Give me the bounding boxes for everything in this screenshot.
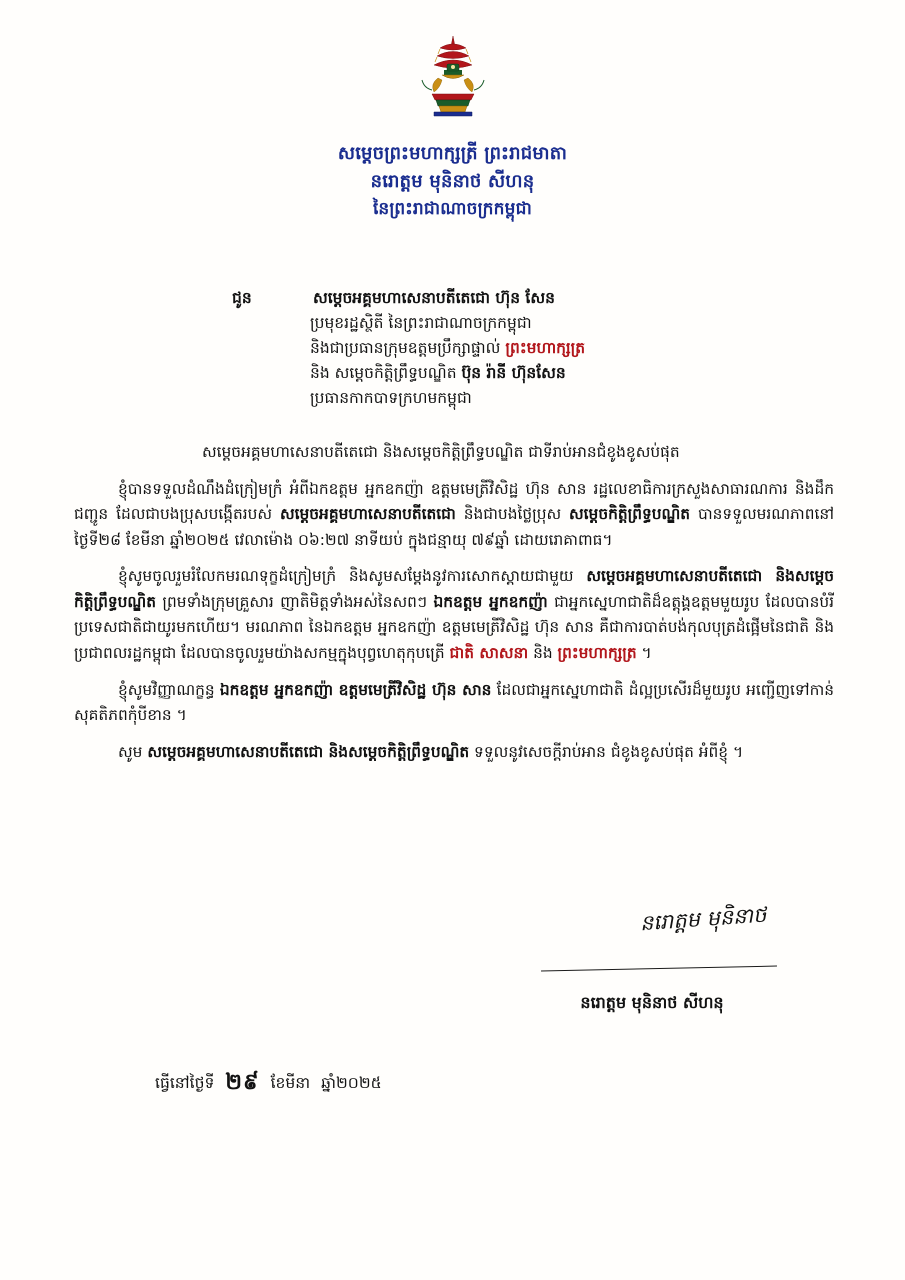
body-text-run: ឯកឧត្តម អ្នកឧកញ៉ា — [433, 592, 548, 611]
document-date — [152, 1068, 385, 1100]
body-text-run: ជាតិ សាសនា — [449, 643, 529, 662]
body-text-run: ជាអ្នកស្នេហាជាតិដ៏ឧត្តុង្គឧត្តមមួយរូប ដែលបានបំរីប្រទេសជាតិជាយូរមកហើយ។ មរណភាព នៃឯកឧត្តម អ្នកឧកញ៉ា ឧត្តមមេត្រីវិសិដ្ឋ ហ៊ុន សាន គឺជាការបាត់បង់កុលបុត្រដំផ្អើមនៃជាតិ និងប្រជាពលរដ្ឋកម្ពុជា ដែលបានចូលរួមយ៉ាងសកម្មក្នុងបុព្វហេតុកុបត្រើ — [74, 592, 834, 662]
addressee-line-5: ប្រធានកាកបាទក្រហមកម្ពុជា — [310, 389, 472, 408]
addressee-line-3-prefix: និងជាប្រធានក្រុមឧត្តមប្រឹក្សាផ្ទាល់ — [310, 339, 506, 358]
body-paragraph — [74, 440, 834, 466]
date-month: ខែមីនា — [270, 1074, 311, 1092]
addressee-line-4-prefix: និង សម្តេចកិត្តិព្រឹទ្ធបណ្ឌិត — [310, 364, 462, 383]
body-text-run: សម្តេចអគ្គមហាសេនាបតីតេជោ និងសម្តេចកិត្តិព្រឹទ្ធបណ្ឌិត — [74, 567, 834, 611]
signature-rule — [541, 966, 777, 972]
addressee-row-1 — [0, 286, 905, 311]
royal-cambodian-emblem-icon — [418, 34, 488, 120]
body-text-run: ដែលជាអ្នកស្នេហាជាតិ ដំល្អប្រសើរដ៏មួយរូប អញ្ជើញទៅកាន់សុគតិភពកុំបីខាន ។ — [74, 680, 834, 725]
body-text-run: ខ្ញុំបានទទួលដំណឹងដំក្រៀមក្រំ អំពីឯកឧត្តម អ្នកឧកញ៉ា ឧត្តមមេត្រីវិសិដ្ឋ ហ៊ុន សាន រដ្ឋលេខាធិការក្រសួងសាធារណការ និងដឹកជញ្ជូន ដែលជាបងប្រុសបង្កើតរបស់ — [74, 479, 834, 524]
handwritten-signature: នរោត្តម មុនិនាថ — [639, 902, 768, 936]
addressee-row-3 — [0, 336, 905, 361]
body-text-run: ទទួលនូវសេចក្តីរាប់អាន ជំខូងខូសប់ផុត អំពីខ្ញុំ ។ — [469, 742, 744, 761]
addressee-line-3-king: ព្រះមហាក្សត្រ — [505, 339, 586, 358]
addressee-line-4-name: ប៊ុន រ៉ានី ហ៊ុនសែន — [461, 364, 566, 383]
addressee-line-2: ប្រមុខរដ្ឋស្ថិតី នៃព្រះរាជាណាចក្រកម្ពុជា — [310, 314, 532, 333]
addressee-row-4 — [0, 361, 905, 386]
body-paragraph — [74, 564, 834, 666]
body-text-run: ឯកឧត្តម អ្នកឧកញ៉ា ឧត្តមមេត្រីវិសិដ្ឋ ហ៊ុន សាន — [219, 680, 492, 699]
body-text-run: និង — [528, 643, 558, 662]
body-text-run: ។ — [636, 643, 652, 662]
body-text-run: ព្រះមហាក្សត្រ — [557, 643, 637, 662]
date-year: ឆ្នាំ២០២៥ — [321, 1074, 382, 1092]
signatory-name: នរោត្តម មុនិនាថ សីហនុ — [580, 993, 724, 1012]
letter-body — [74, 440, 834, 776]
date-day: ២៩ — [225, 1070, 260, 1095]
body-text-run: សម្តេចកិត្តិព្រឹទ្ធបណ្ឌិត — [569, 505, 691, 524]
body-text-run: សម្តេចអគ្គមហាសេនាបតីតេជោ និងសម្តេចកិត្តិព្រឹទ្ធបណ្ឌិត ជាទីរាប់អានជំខូងខូសប់ផុត — [202, 443, 680, 461]
addressee-row-5 — [0, 386, 905, 411]
body-text-run: ខ្ញុំសូមវិញ្ញាណក្ខន្ធ — [118, 680, 220, 699]
body-text-run: និងជាបងថ្លៃប្រុស — [455, 505, 570, 524]
heading-line-1: សម្តេចព្រះមហាក្សត្រី ព្រះរាជមាតា — [337, 143, 568, 164]
heading-line-2: នរោត្តម មុនិនាថ សីហនុ — [370, 170, 535, 192]
body-text-run: ព្រមទាំងក្រុមគ្រួសារ ញាតិមិត្តទាំងអស់នៃសពៗ — [156, 592, 434, 611]
addressee-row-2 — [0, 311, 905, 336]
addressee-block — [0, 286, 905, 412]
body-text-run: សូម — [118, 742, 148, 761]
letterhead-heading — [0, 140, 905, 222]
date-prefix: ធ្វើនៅថ្ងៃទី — [155, 1074, 215, 1092]
body-paragraph — [74, 678, 834, 729]
heading-line-3: នៃព្រះរាជាណាចក្រកម្ពុជា — [372, 198, 533, 219]
body-paragraph — [74, 477, 834, 554]
body-paragraph — [74, 740, 834, 766]
body-text-run: បានទទួលមរណភាពនៅថ្ងៃទី២៨ ខែមីនា ឆ្នាំ២០២៥ វេលាម៉ោង ០៦:២៧ នាទីយប់ ក្នុងជន្មាយុ ៧៩ឆ្នាំ ដោយរោគាពាធ។ — [74, 505, 834, 549]
addressee-line-1: សម្តេចអគ្គមហាសេនាបតីតេជោ ហ៊ុន សែន — [312, 289, 555, 307]
body-text-run: សម្តេចអគ្គមហាសេនាបតីតេជោ — [279, 505, 456, 524]
addressee-label: ជូន — [232, 289, 252, 307]
body-text-run: សម្តេចអគ្គមហាសេនាបតីតេជោ និងសម្តេចកិត្តិព្រឹទ្ធបណ្ឌិត — [147, 742, 470, 761]
body-text-run: ខ្ញុំសូមចូលរួមរំលែកមរណទុក្ខដំក្រៀមក្រំ និងសូមសម្តែងនូវការសោកស្តាយជាមួយ — [118, 567, 587, 586]
emblem-container — [0, 34, 905, 124]
